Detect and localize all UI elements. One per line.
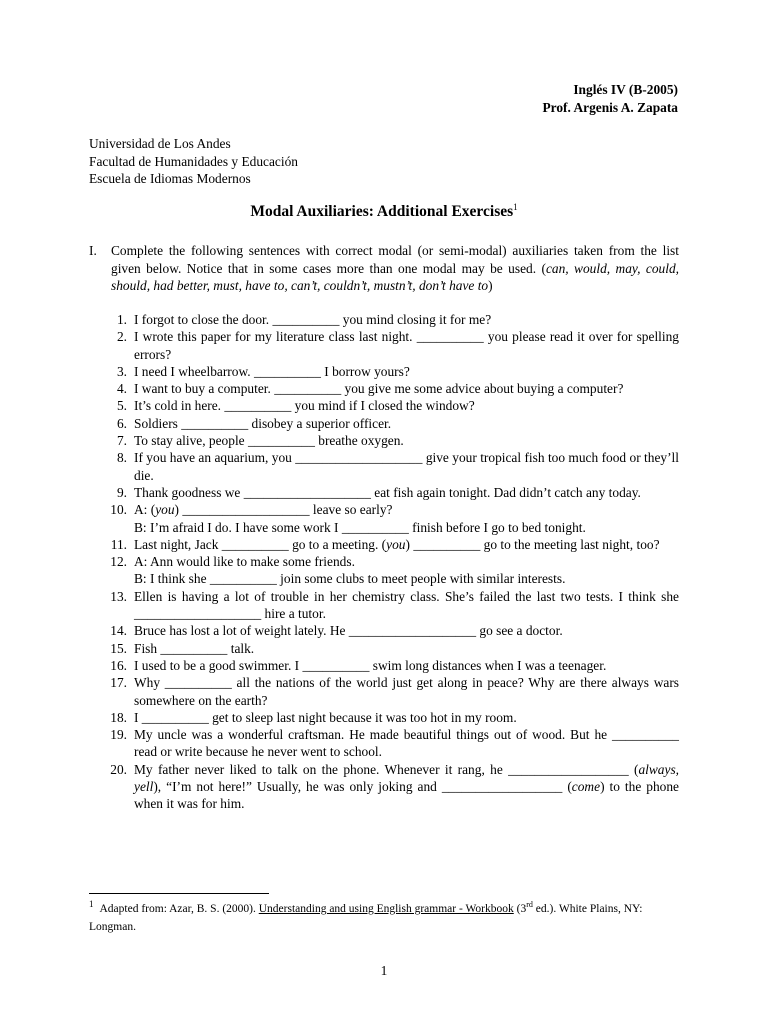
exercise-text: I forgot to close the door. __________ you mind closing it for me? — [134, 312, 492, 327]
exercise-item — [89, 553, 679, 588]
course-title: Inglés IV (B-2005) — [573, 82, 678, 97]
footnote-book-title: Understanding and using English grammar - Workbook — [258, 903, 514, 915]
exercise-number: 20. — [110, 761, 127, 777]
exercise-number: 16. — [110, 657, 127, 673]
exercise-item — [89, 415, 679, 432]
exercise-item — [89, 484, 679, 501]
exercise-number: 13. — [110, 588, 127, 604]
exercise-text: I wrote this paper for my literature class last night. __________ you please read it over for spelling errors? — [134, 329, 679, 362]
exercise-number: 8. — [116, 450, 127, 466]
footnote-edition-pre: (3 — [513, 903, 527, 915]
footnote-divider — [89, 893, 269, 894]
exercise-text: I __________ get to sleep last night because it was too hot in my room. — [134, 709, 517, 725]
exercise-number: 3. — [116, 363, 127, 379]
exercise-text: I want to buy a computer. __________ you give me some advice about buying a computer? — [134, 381, 624, 397]
exercise-text: If you have an aquarium, you ___________________ give your tropical fish too much food or they’ll die. — [134, 450, 679, 483]
exercise-number: 4. — [116, 381, 127, 397]
exercise-item — [89, 674, 679, 709]
course-header — [542, 81, 678, 117]
exercise-text: Bruce has lost a lot of weight lately. He ___________________ go see a doctor. — [134, 623, 563, 639]
faculty-name: Facultad de Humanidades y Educación — [89, 153, 298, 169]
exercise-item — [89, 449, 679, 484]
professor-name: Prof. Argenis A. Zapata — [542, 100, 678, 115]
exercise-text: It’s cold in here. __________ you mind if I closed the window? — [134, 398, 475, 414]
exercise-item — [89, 380, 679, 397]
exercise-list — [89, 311, 679, 813]
exercise-number: 15. — [110, 640, 127, 656]
exercise-text: I used to be a good swimmer. I __________ swim long distances when I was a teenager. — [134, 657, 607, 673]
footnote — [89, 900, 679, 936]
instruction-body: Complete the following sentences with correct modal (or semi-modal) auxiliaries taken from the list given below. Notice that in some cases more than one modal may be used. ( — [111, 243, 679, 276]
exercise-text: Why __________ all the nations of the world just get along in peace? Why are there always wars somewhere on the earth? — [134, 675, 679, 708]
school-name: Escuela de Idiomas Modernos — [89, 171, 251, 186]
title-text: Modal Auxiliaries: Additional Exercises — [250, 203, 514, 220]
exercise-item — [89, 311, 679, 328]
exercise-text: Last night, Jack __________ go to a meeting. (you) __________ go to the meeting last night, too? — [134, 536, 660, 552]
exercise-number: 14. — [110, 623, 127, 639]
exercise-text: My uncle was a wonderful craftsman. He made beautiful things out of wood. But he __________ read or write because he never went to school. — [134, 727, 679, 760]
exercise-text: Fish __________ talk. — [134, 640, 255, 656]
exercise-text: A: (you) ___________________ leave so early? B: I’m afraid I do. I have some work I __________ finish before I go to bed tonight. — [134, 502, 586, 535]
exercise-item — [89, 432, 679, 449]
title-footnote-mark: 1 — [513, 201, 518, 212]
footnote-edition-sup: rd — [526, 900, 533, 910]
exercise-item — [89, 640, 679, 657]
footnote-number: 1 — [89, 899, 94, 910]
exercise-text: Thank goodness we ___________________ eat fish again tonight. Dad didn’t catch any today. — [134, 484, 641, 500]
exercise-text: To stay alive, people __________ breathe oxygen. — [134, 433, 404, 449]
exercise-number: 7. — [116, 433, 127, 449]
section-instructions — [89, 242, 679, 295]
exercise-item — [89, 726, 679, 761]
exercise-number: 10. — [110, 502, 127, 518]
instruction-text — [111, 242, 679, 295]
instruction-close: ) — [488, 278, 493, 293]
institution-block — [89, 135, 298, 188]
exercise-item — [89, 397, 679, 414]
footnote-edition-post: ed.). White Plains, NY: Longman. — [89, 903, 643, 933]
exercise-text: Ellen is having a lot of trouble in her chemistry class. She’s failed the last two tests. I think she ___________________ hire a tutor. — [134, 588, 679, 622]
exercise-number: 12. — [110, 554, 127, 570]
exercise-number: 2. — [116, 329, 127, 345]
exercise-item — [89, 709, 679, 726]
exercise-item — [89, 501, 679, 536]
exercise-number: 5. — [116, 398, 127, 414]
exercise-number: 11. — [110, 536, 127, 552]
university-name: Universidad de Los Andes — [89, 136, 231, 151]
exercise-item — [89, 622, 679, 639]
exercise-item — [89, 536, 679, 553]
exercise-number: 19. — [110, 727, 127, 743]
modal-list: can, would, may, could, should, had better, must, have to, can’t, couldn’t, mustn’t, don’t have to — [111, 260, 679, 293]
exercise-number: 18. — [110, 709, 127, 725]
exercise-number: 1. — [116, 312, 127, 327]
exercise-number: 17. — [110, 675, 127, 691]
exercise-item — [89, 588, 679, 623]
document-title — [0, 203, 768, 221]
exercise-item — [89, 363, 679, 380]
exercise-text: A: Ann would like to make some friends. B: I think she __________ join some clubs to meet people with similar interests. — [134, 554, 566, 587]
exercise-item — [89, 328, 679, 363]
exercise-text: I need I wheelbarrow. __________ I borrow yours? — [134, 363, 410, 379]
exercise-item — [89, 657, 679, 674]
exercise-number: 9. — [116, 484, 127, 500]
exercise-text: My father never liked to talk on the phone. Whenever it rang, he __________________ (always, yell), “I’m not here!” Usually, he was only joking and __________________ (come) to the phone when it was for him. — [134, 761, 679, 812]
exercise-text: Soldiers __________ disobey a superior officer. — [134, 415, 392, 431]
exercise-item — [89, 761, 679, 813]
section-number: I. — [89, 243, 97, 258]
footnote-prefix: Adapted from: Azar, B. S. (2000). — [99, 903, 259, 915]
exercise-number: 6. — [116, 415, 127, 431]
page-number: 1 — [380, 963, 388, 978]
